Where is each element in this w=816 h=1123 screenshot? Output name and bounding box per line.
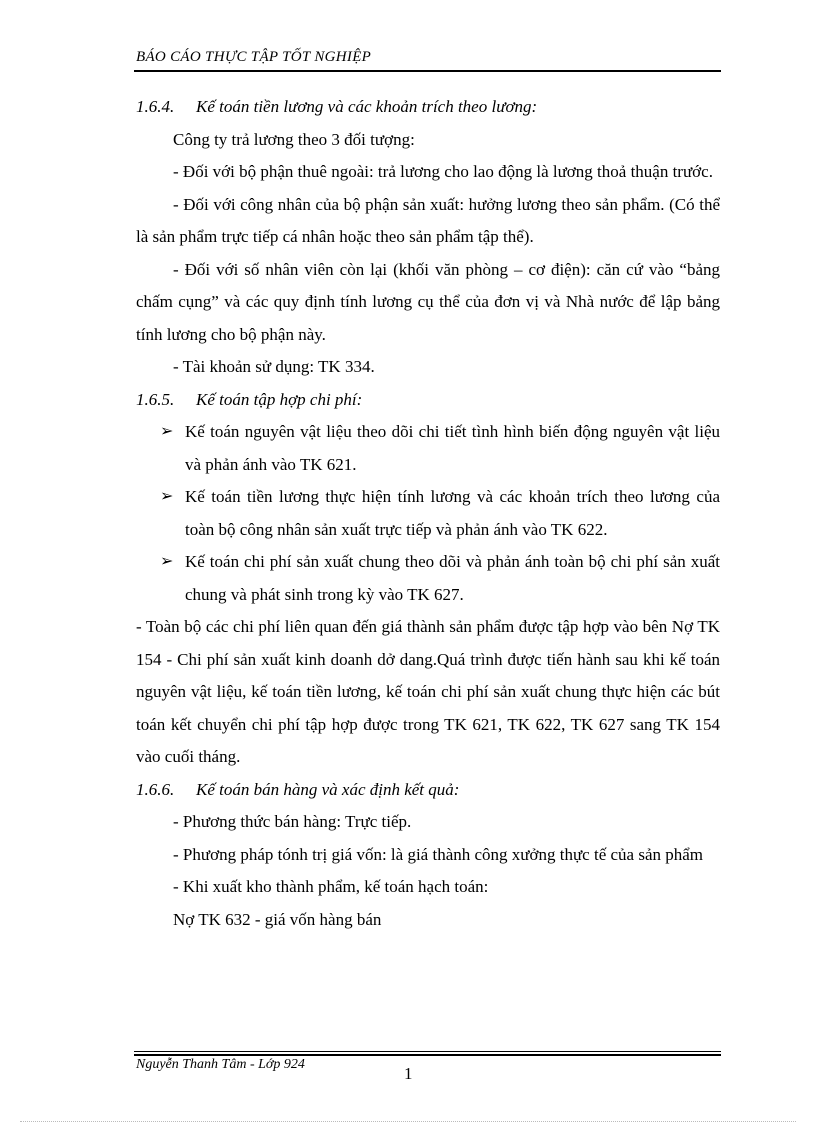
bullet-text: Kế toán chi phí sản xuất chung theo dõi và phản ánh toàn bộ chi phí sản xuất chung và phát sinh trong kỳ vào TK 627. <box>185 552 720 604</box>
paragraph: Công ty trả lương theo 3 đối tượng: <box>173 129 415 149</box>
paragraph: - Đối với công nhân của bộ phận sản xuất: hưởng lương theo sản phẩm. (Có thể là sản phẩm trực tiếp cá nhân hoặc theo sản phẩm tập thể). <box>136 194 720 246</box>
section-number: 1.6.4. <box>136 97 175 116</box>
footer-rule <box>134 1051 721 1052</box>
section-heading-1-6-6 <box>136 774 720 807</box>
bullet-item <box>136 416 720 481</box>
header-rule <box>134 70 721 72</box>
section-number: 1.6.5. <box>136 389 175 409</box>
paragraph: - Tài khoản sử dụng: TK 334. <box>173 357 375 376</box>
page-number: 1 <box>404 1064 413 1083</box>
header-title: BÁO CÁO THỰC TẬP TỐT NGHIỆP <box>136 49 372 65</box>
bullet-item <box>136 481 720 546</box>
paragraph: Nợ TK 632 - giá vốn hàng bán <box>173 909 382 929</box>
paragraph: - Đối với số nhân viên còn lại (khối văn phòng – cơ điện): căn cứ vào “bảng chấm cụng” và các quy định tính lương cụ thể của đơn vị và Nhà nước để lập bảng tính lương cho bộ phận này. <box>136 259 720 344</box>
paragraph: - Phương pháp tónh trị giá vốn: là giá thành công xưởng thực tế của sản phẩm <box>173 844 704 864</box>
footer-author: Nguyễn Thanh Tâm - Lớp 924 <box>136 1057 305 1072</box>
paragraph: - Đối với bộ phận thuê ngoài: trả lương cho lao động là lương thoả thuận trước. <box>173 162 713 181</box>
paragraph: - Khi xuất kho thành phẩm, kế toán hạch toán: <box>173 877 489 896</box>
bullet-text: Kế toán tiền lương thực hiện tính lương và các khoản trích theo lương của toàn bộ công nhân sản xuất trực tiếp và phản ánh vào TK 622. <box>185 487 720 539</box>
arrow-bullet-icon: ➢ <box>160 553 174 570</box>
arrow-bullet-icon: ➢ <box>160 488 174 505</box>
section-title: Kế toán tập hợp chi phí: <box>196 389 363 409</box>
section-title: Kế toán bán hàng và xác định kết quả: <box>196 779 460 799</box>
section-heading-1-6-4 <box>136 91 720 124</box>
section-heading-1-6-5 <box>136 384 720 417</box>
arrow-bullet-icon: ➢ <box>160 423 174 440</box>
section-number: 1.6.6. <box>136 779 175 799</box>
document-body <box>136 91 720 936</box>
paragraph: - Phương thức bán hàng: Trực tiếp. <box>173 812 412 831</box>
footer-rule <box>134 1054 721 1056</box>
bullet-text: Kế toán nguyên vật liệu theo dõi chi tiết tình hình biến động nguyên vật liệu và phản ánh vào TK 621. <box>185 422 720 474</box>
bullet-item <box>136 546 720 611</box>
section-title: Kế toán tiền lương và các khoản trích theo lương: <box>196 97 538 116</box>
paragraph: - Toàn bộ các chi phí liên quan đến giá thành sản phẩm được tập hợp vào bên Nợ TK 154 - Chi phí sản xuất kinh doanh dở dang.Quá trình được tiến hành sau khi kế toán nguyên vật liệu, kế toán tiền lương, kế toán chi phí sản xuất chung thực hiện các bút toán kết chuyển chi phí tập hợp được trong TK 621, TK 622, TK 627 sang TK 154 vào cuối tháng. <box>136 617 720 766</box>
page-edge-divider <box>20 1121 796 1122</box>
